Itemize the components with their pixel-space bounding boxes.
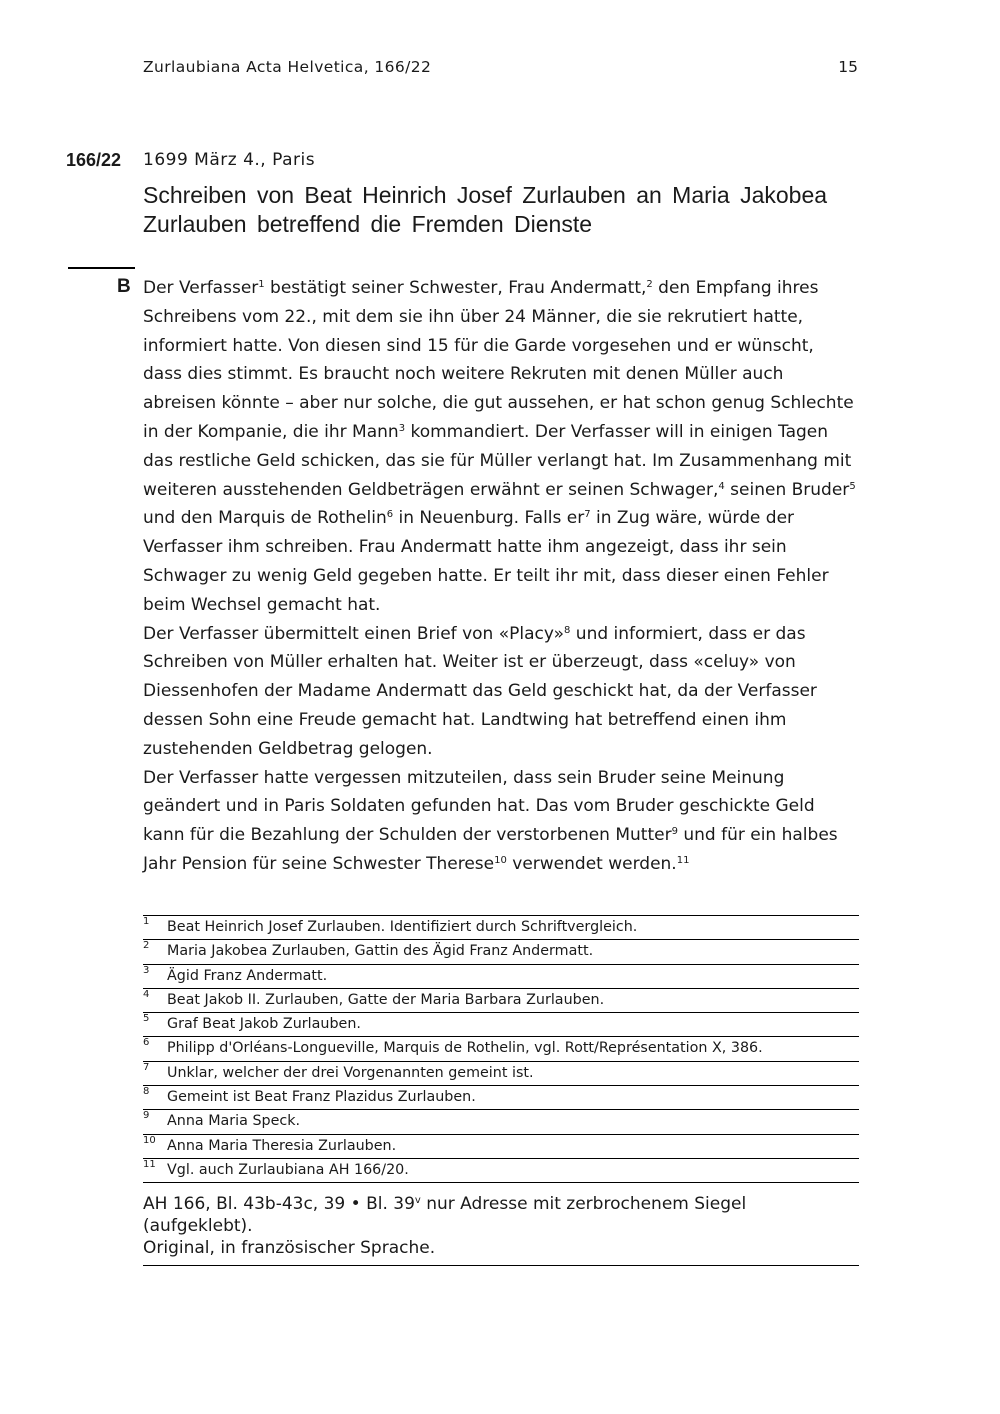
document-title: Schreiben von Beat Heinrich Josef Zurlauben an Maria Jakobea Zurlauben betreffend die Fremden Dienste xyxy=(143,182,828,237)
abstract-paragraph: Der Verfasser hatte vergessen mitzuteilen, dass sein Bruder seine Meinung geändert und in Paris Soldaten gefunden hat. Das vom Bruder geschickte Geld kann für die Bezahlung der Schulden der verstorbenen Mutter$^9$ und für ein halbes Jahr Pension für seine Schwester Therese$^{10}$ verwendet werden.$^{11}$ xyxy=(143,767,838,874)
footnote: 10 Anna Maria Theresia Zurlauben. xyxy=(143,1135,859,1159)
section-divider xyxy=(68,267,135,269)
document-number: 166/22 xyxy=(66,150,122,170)
running-title: Zurlaubiana Acta Helvetica, 166/22 xyxy=(143,58,432,76)
footnote: 3 Ägid Franz Andermatt. xyxy=(143,965,859,989)
footnote: 4 Beat Jakob II. Zurlauben, Gatte der Maria Barbara Zurlauben. xyxy=(143,989,859,1013)
document-date-place: 1699 März 4., Paris xyxy=(143,150,316,170)
abstract-paragraph: Der Verfasser übermittelt einen Brief von «Placy»$^8$ und informiert, dass er das Schreiben von Müller erhalten hat. Weiter ist er überzeugt, dass «celuy» von Diessenhofen der Madame Andermatt das Geld geschickt hat, da der Verfasser dessen Sohn eine Freude gemacht hat. Landtwing hat betreffend einen ihm zustehenden Geldbetrag gelogen. xyxy=(143,623,817,759)
section-marker: B xyxy=(117,276,131,297)
footnote: 7 Unklar, welcher der drei Vorgenannten gemeint ist. xyxy=(143,1062,859,1086)
page-number: 15 xyxy=(838,58,858,76)
source-note xyxy=(143,1193,859,1266)
footnote: 5 Graf Beat Jakob Zurlauben. xyxy=(143,1013,859,1037)
footnotes xyxy=(143,915,859,1183)
footnote: 2 Maria Jakobea Zurlauben, Gattin des Ägid Franz Andermatt. xyxy=(143,940,859,964)
source-original: Original, in französischer Sprache. xyxy=(143,1238,436,1258)
footnote: 6 Philipp d'Orléans-Longueville, Marquis de Rothelin, vgl. Rott/Représentation X, 386. xyxy=(143,1037,859,1061)
footnote: 1 Beat Heinrich Josef Zurlauben. Identifiziert durch Schriftvergleich. xyxy=(143,916,859,940)
footnote: 8 Gemeint ist Beat Franz Plazidus Zurlauben. xyxy=(143,1086,859,1110)
source-reference: AH 166, Bl. 43b-43c, 39 • Bl. 39$^v$ nur Adresse mit zerbrochenem Siegel (aufgeklebt). xyxy=(143,1194,747,1236)
abstract-text xyxy=(143,274,858,879)
abstract-paragraph: Der Verfasser$^1$ bestätigt seiner Schwester, Frau Andermatt,$^2$ den Empfang ihres Schreibens vom 22., mit dem sie ihn über 24 Männer, die sie rekrutiert hatte, informiert hatte. Von diesen sind 15 für die Garde vorgesehen und er wünscht, dass dies stimmt. Es braucht noch weitere Rekruten mit denen Müller auch abreisen könnte – aber nur solche, die gut aussehen, er hat schon genug Schlechte in der Kompanie, die ihr Mann$^3$ kommandiert. Der Verfasser will in einigen Tagen das restliche Geld schicken, das sie für Müller verlangt hat. Im Zusammenhang mit weiteren ausstehenden Geldbeträgen erwähnt er seinen Schwager,$^4$ seinen Bruder$^5$ und den Marquis de Rothelin$^6$ in Neuenburg. Falls $er^7$ in Zug wäre, würde der Verfasser ihm schreiben. Frau Andermatt hatte ihm angezeigt, dass ihr sein Schwager zu wenig Geld gegeben hatte. Er teilt ihr mit, dass dieser einen Fehler beim Wechsel gemacht hat. xyxy=(143,278,856,615)
footnote: 9 Anna Maria Speck. xyxy=(143,1110,859,1134)
footnote: 11 Vgl. auch Zurlaubiana AH 166/20. xyxy=(143,1159,859,1183)
